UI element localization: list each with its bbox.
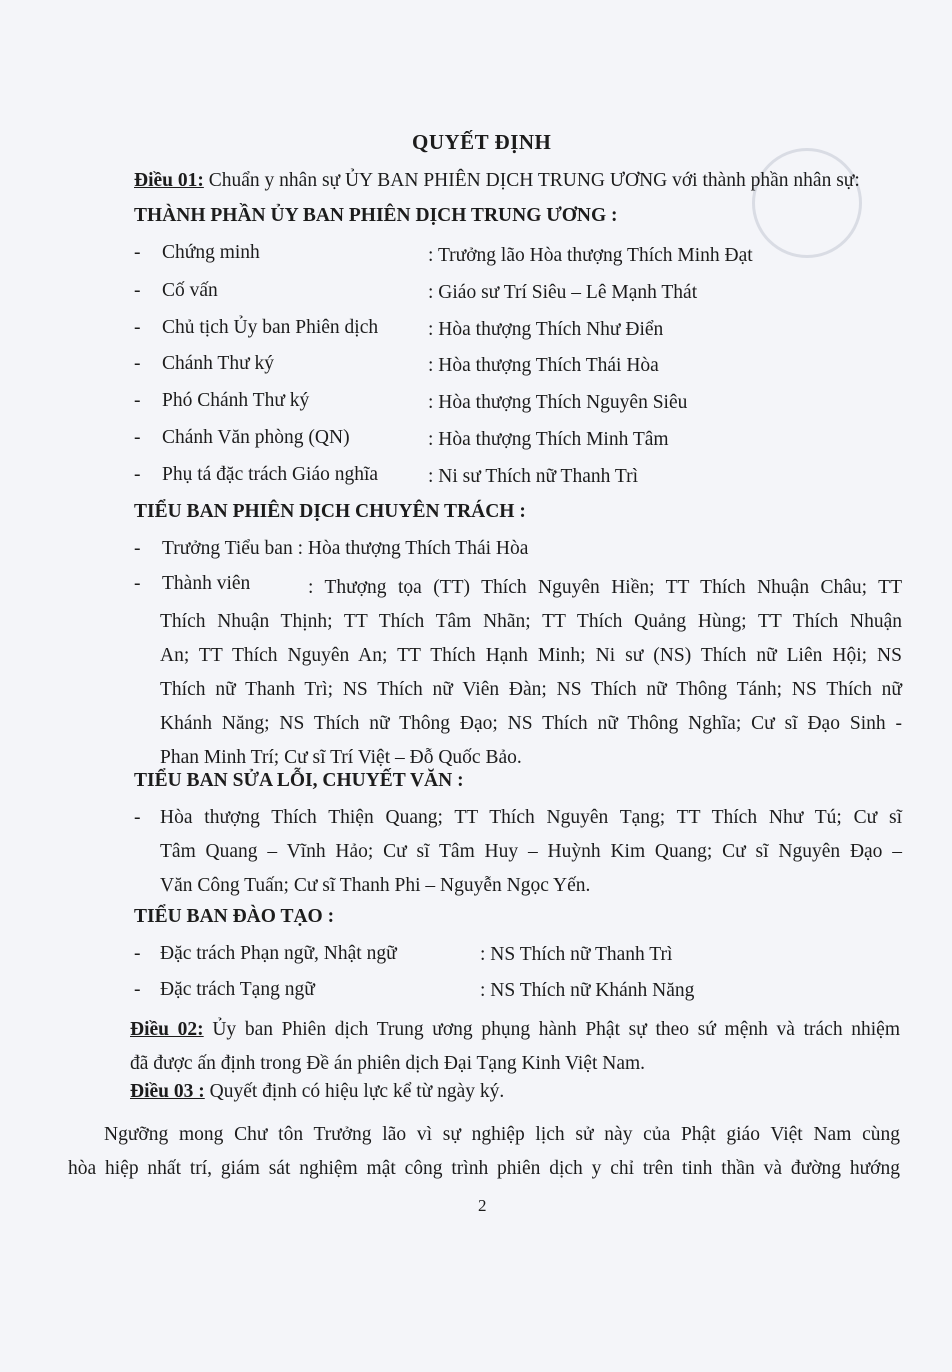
bullet-dash: -	[134, 317, 141, 338]
member-name: : Hòa thượng Thích Như Điển	[428, 319, 664, 340]
bullet-dash: -	[134, 280, 141, 301]
member-name: : NS Thích nữ Khánh Năng	[480, 980, 695, 1001]
training-heading: TIỂU BAN ĐÀO TẠO :	[134, 906, 335, 927]
member-name: : Hòa thượng Thích Thái Hòa	[428, 355, 659, 376]
members-label: Thành viên	[162, 573, 251, 594]
role-label: Chánh Văn phòng (QN)	[162, 427, 350, 448]
role-label: Phụ tá đặc trách Giáo nghĩa	[162, 464, 379, 485]
role-label: Đặc trách Tạng ngữ	[160, 979, 315, 1000]
article-01-label: Điều 01:	[134, 170, 204, 191]
role-label: Đặc trách Phạn ngữ, Nhật ngữ	[160, 943, 397, 964]
bullet-dash: -	[134, 979, 141, 1000]
member-name: : Ni sư Thích nữ Thanh Trì	[428, 466, 639, 487]
bullet-dash: -	[134, 427, 141, 448]
bullet-dash: -	[134, 353, 141, 374]
member-name: : NS Thích nữ Thanh Trì	[480, 944, 673, 965]
editing-heading: TIỂU BAN SỬA LỖI, CHUYẾT VĂN :	[134, 770, 464, 791]
translation-heading: TIỂU BAN PHIÊN DỊCH CHUYÊN TRÁCH :	[134, 501, 526, 522]
role-label: Chánh Thư ký	[162, 353, 275, 374]
role-label: Phó Chánh Thư ký	[162, 390, 310, 411]
closing-paragraph: Ngưỡng mong Chư tôn Trưởng lão vì sự nghiệp lịch sử này của Phật giáo Việt Nam cùng hòa hiệp nhất trí, giám sát nghiệm mật công trình phiên dịch y chỉ trên tinh thần và đường hướng	[68, 1124, 900, 1179]
article-01	[134, 170, 860, 192]
article-02-text-cont: đã được ấn định trong Đề án phiên dịch Đại Tạng Kinh Việt Nam.	[130, 1053, 646, 1074]
member-name: : Trưởng lão Hòa thượng Thích Minh Đạt	[428, 245, 753, 266]
page-title: QUYẾT ĐỊNH	[412, 130, 552, 154]
bullet-dash: -	[134, 573, 141, 594]
bullet-dash: -	[134, 943, 141, 964]
committee-heading: THÀNH PHẦN ỦY BAN PHIÊN DỊCH TRUNG ƯƠNG :	[134, 205, 618, 226]
article-03-text: Quyết định có hiệu lực kể từ ngày ký.	[209, 1081, 505, 1102]
members-first-line: : Thượng tọa (TT) Thích Nguyên Hiền; TT Thích Nhuận Châu; TT	[308, 577, 902, 598]
member-name: : Hòa thượng Thích Minh Tâm	[428, 429, 669, 450]
article-03-label: Điều 03 :	[130, 1081, 205, 1102]
editing-members: Hòa thượng Thích Thiện Quang; TT Thích Nguyên Tạng; TT Thích Như Tú; Cư sĩ Tâm Quang – Vĩnh Hảo; Cư sĩ Tâm Huy – Huỳnh Kim Quang; Cư sĩ Nguyên Đạo – Văn Công Tuấn; Cư sĩ Thanh Phi – Nguyễn Ngọc Yến.	[160, 807, 902, 896]
seal-bleedthrough	[752, 148, 862, 258]
article-02-text: Ủy ban Phiên dịch Trung ương phụng hành Phật sự theo sứ mệnh và trách nhiệm	[212, 1019, 900, 1040]
members-text: Thích Nhuận Thịnh; TT Thích Tâm Nhãn; TT Thích Quảng Hùng; TT Thích Nhuận An; TT Thích Nguyên An; TT Thích Hạnh Minh; Ni sư (NS) Thích nữ Liên Hội; NS Thích nữ Thanh Trì; NS Thích nữ Viên Đàn; NS Thích nữ Thông Tánh; NS Thích nữ Khánh Năng; NS Thích nữ Thông Đạo; NS Thích nữ Thông Nghĩa; Cư sĩ Đạo Sinh - Phan Minh Trí; Cư sĩ Trí Việt – Đỗ Quốc Bảo.	[160, 611, 902, 768]
role-label: Chủ tịch Ủy ban Phiên dịch	[162, 317, 379, 338]
article-01-text: Chuẩn y nhân sự ỦY BAN PHIÊN DỊCH TRUNG ƯƠNG với thành phần nhân sự:	[208, 170, 860, 191]
bullet-dash: -	[134, 242, 141, 263]
article-02-label: Điều 02:	[130, 1019, 204, 1040]
bullet-dash: -	[134, 807, 141, 828]
article-03	[130, 1081, 504, 1103]
member-name: : Giáo sư Trí Siêu – Lê Mạnh Thát	[428, 282, 698, 303]
page-number: 2	[478, 1196, 487, 1215]
member-name: : Hòa thượng Thích Nguyên Siêu	[428, 392, 688, 413]
bullet-dash: -	[134, 390, 141, 411]
article-02	[130, 1013, 900, 1081]
bullet-dash: -	[134, 464, 141, 485]
subcommittee-head: Trưởng Tiểu ban : Hòa thượng Thích Thái Hòa	[162, 538, 529, 559]
role-label: Chứng minh	[162, 242, 260, 263]
bullet-dash: -	[134, 538, 141, 559]
role-label: Cố vấn	[162, 280, 218, 301]
